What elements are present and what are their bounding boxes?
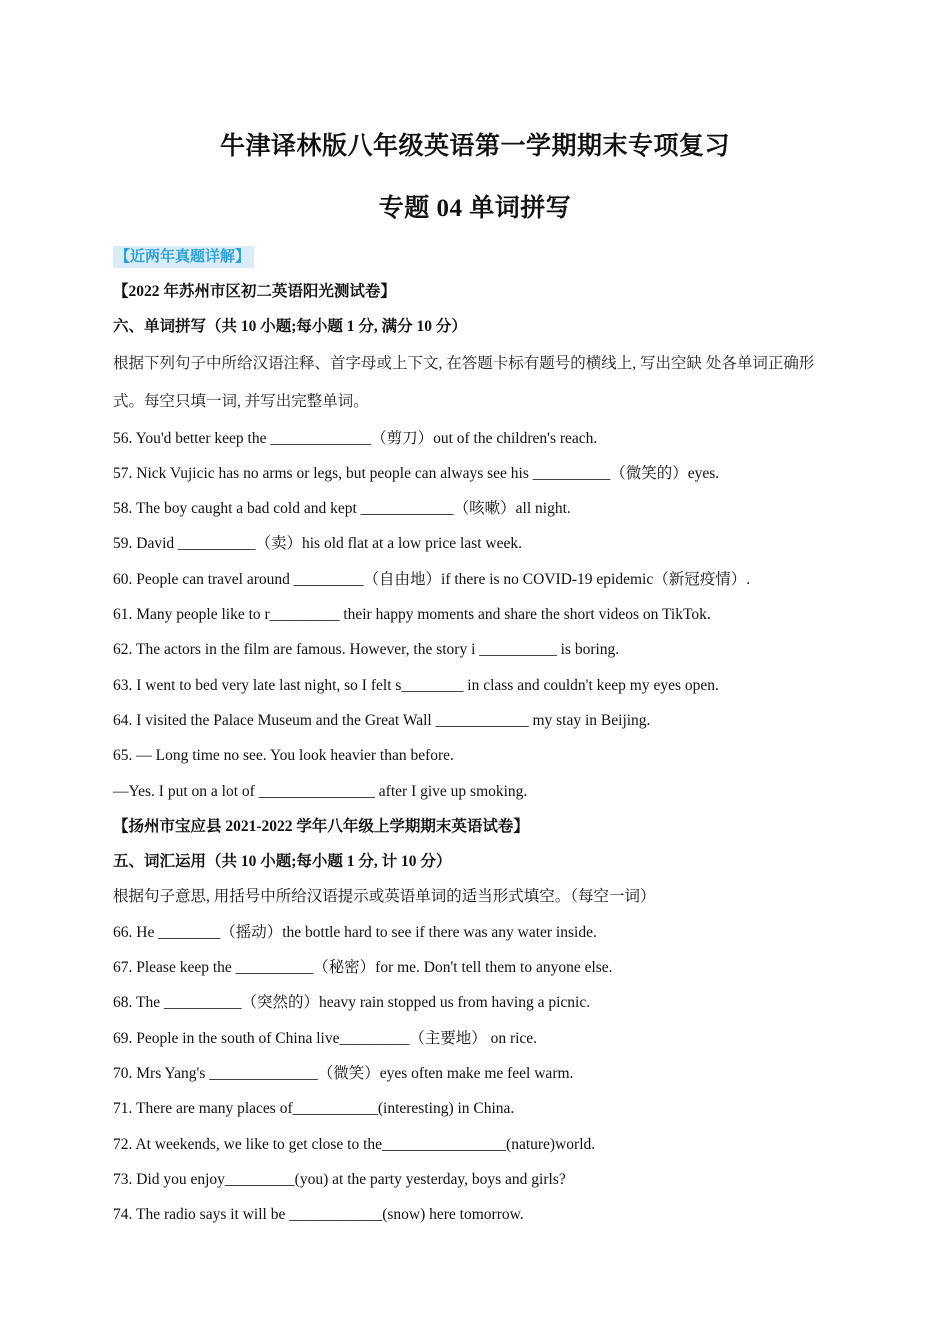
- document-body: [113, 246, 843, 1232]
- question-64: 64. I visited the Palace Museum and the Great Wall ____________ my stay in Beijing.: [113, 711, 651, 729]
- section2-instruction: 根据句子意思, 用括号中所给汉语提示或英语单词的适当形式填空。（每空一词）: [113, 888, 656, 906]
- question-73: 73. Did you enjoy_________(you) at the party yesterday, boys and girls?: [113, 1170, 566, 1188]
- question-67: 67. Please keep the __________（秘密）for me. Don't tell them to anyone else.: [113, 959, 613, 977]
- section2-source: 【扬州市宝应县 2021-2022 学年八年级上学期期末英语试卷】: [113, 817, 529, 835]
- document-title: 牛津译林版八年级英语第一学期期末专项复习: [219, 133, 730, 160]
- question-63: 63. I went to bed very late last night, so I felt s________ in class and couldn't keep my eyes open.: [113, 676, 719, 694]
- question-57: 57. Nick Vujicic has no arms or legs, but people can always see his __________（微笑的）eyes.: [113, 464, 720, 482]
- question-60: 60. People can travel around _________（自由地）if there is no COVID-19 epidemic（新冠疫情）.: [113, 570, 751, 588]
- question-62: 62. The actors in the film are famous. However, the story i __________ is boring.: [113, 641, 620, 659]
- section1-source: 【2022 年苏州市区初二英语阳光测试卷】: [113, 283, 396, 300]
- question-68: 68. The __________（突然的）heavy rain stopped us from having a picnic.: [113, 994, 591, 1012]
- section1-heading: 六、单词拼写（共 10 小题;每小题 1 分, 满分 10 分）: [113, 318, 467, 336]
- section2-heading: 五、词汇运用（共 10 小题;每小题 1 分, 计 10 分）: [113, 853, 452, 871]
- section-tag: 【近两年真题详解】: [113, 246, 254, 268]
- question-65: 65. — Long time no see. You look heavier than before.: [113, 747, 454, 765]
- question-61: 61. Many people like to r_________ their happy moments and share the short videos on TikTok.: [113, 606, 711, 624]
- question-74: 74. The radio says it will be ____________(snow) here tomorrow.: [113, 1206, 524, 1224]
- question-58: 58. The boy caught a bad cold and kept ____________（咳嗽）all night.: [113, 500, 571, 518]
- question-71: 71. There are many places of___________(interesting) in China.: [113, 1100, 515, 1118]
- document-subtitle: 专题 04 单词拼写: [378, 195, 572, 222]
- question-66: 66. He ________（摇动）the bottle hard to see if there was any water inside.: [113, 923, 597, 941]
- question-70: 70. Mrs Yang's ______________（微笑）eyes often make me feel warm.: [113, 1064, 574, 1082]
- question-56: 56. You'd better keep the _____________（剪刀）out of the children's reach.: [113, 429, 598, 447]
- question-59: 59. David __________（卖）his old flat at a low price last week.: [113, 535, 522, 553]
- question-65-reply: —Yes. I put on a lot of _______________ after I give up smoking.: [113, 782, 528, 800]
- section1-instruction: 根据下列句子中所给汉语注释、首字母或上下文, 在答题卡标有题号的横线上, 写出空缺 处各单词正确形式。每空只填一词, 并写出完整单词。: [113, 354, 815, 410]
- question-69: 69. People in the south of China live_________（主要地） on rice.: [113, 1029, 538, 1047]
- question-72: 72. At weekends, we like to get close to the________________(nature)world.: [113, 1135, 596, 1153]
